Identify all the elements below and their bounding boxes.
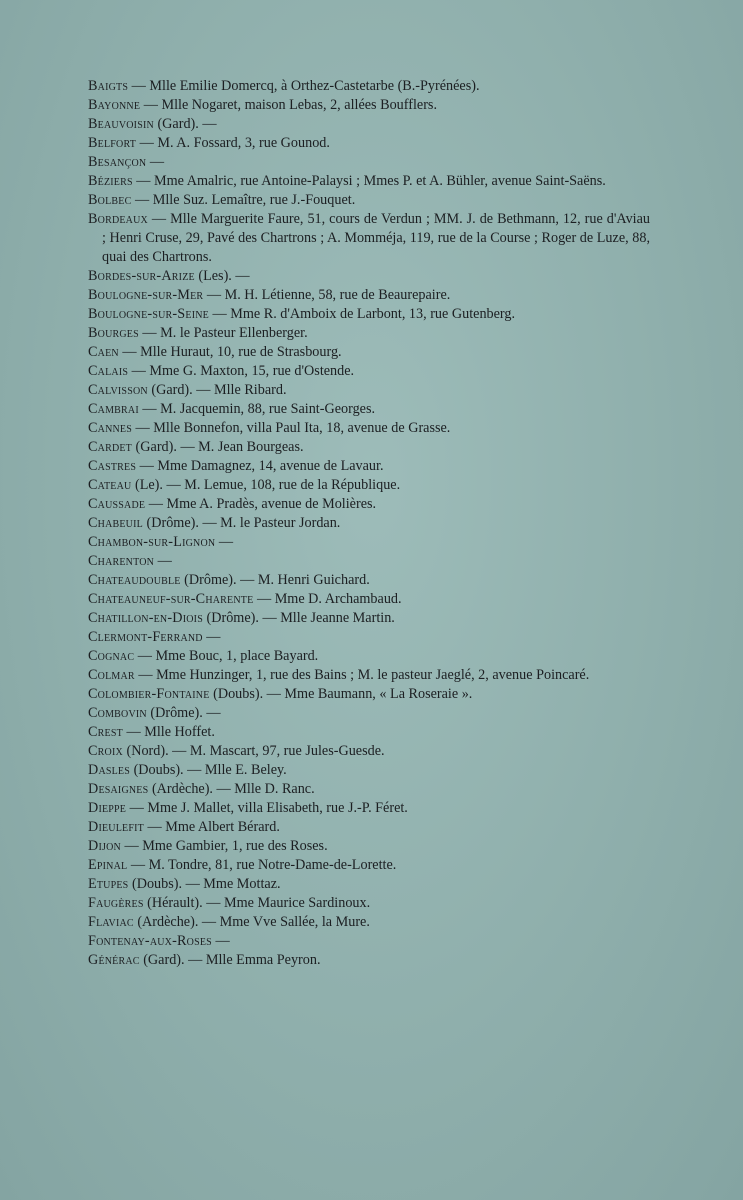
directory-entry <box>88 780 650 799</box>
entry-details: — M. H. Létienne, 58, rue de Beaurepaire. <box>203 286 451 303</box>
directory-entry <box>88 457 650 476</box>
city-name: Combovin <box>88 704 147 721</box>
entry-details: (Gard). — Mlle Emma Peyron. <box>139 951 321 968</box>
entry-details: (Le). — M. Lemue, 108, rue de la République. <box>131 476 401 493</box>
city-name: Boulogne-sur-Mer <box>88 286 204 303</box>
directory-entry <box>88 590 650 609</box>
entry-details: — Mme Albert Bérard. <box>143 818 280 835</box>
city-name: Cardet <box>88 438 132 455</box>
entry-details: — Mme Gambier, 1, rue des Roses. <box>120 837 328 854</box>
entry-details: (Ardèche). — Mlle D. Ranc. <box>148 780 315 797</box>
entry-details: — Mme A. Pradès, avenue de Molières. <box>145 495 377 512</box>
directory-entry <box>88 153 650 172</box>
city-name: Flaviac <box>88 913 134 930</box>
entry-details: — M. le Pasteur Ellenberger. <box>138 324 308 341</box>
directory-entry <box>88 799 650 818</box>
entry-details: (Nord). — M. Mascart, 97, rue Jules-Guesde. <box>122 742 385 759</box>
city-name: Castres <box>88 457 137 474</box>
entry-details: — Mlle Huraut, 10, rue de Strasbourg. <box>118 343 342 360</box>
city-name: Faugères <box>88 894 144 911</box>
city-name: Bordes-sur-Arize <box>88 267 195 284</box>
directory-entry <box>88 343 650 362</box>
directory-entry <box>88 761 650 780</box>
directory-entry <box>88 571 650 590</box>
directory-entry <box>88 837 650 856</box>
city-name: Beauvoisin <box>88 116 154 132</box>
directory-entry <box>88 647 650 666</box>
entry-details: — Mlle Bonnefon, villa Paul Ita, 18, avenue de Grasse. <box>132 419 451 436</box>
city-name: Fontenay-aux-Roses <box>88 932 212 949</box>
entry-details: (Drôme). — <box>146 704 221 721</box>
entry-details: — Mlle Marguerite Faure, 51, cours de Verdun ; MM. J. de Bethmann, 12, rue d'Aviau ; Henri Cruse, 29, Pavé des Chartrons ; A. Momméja, 119, rue de la Course ; Roger de Luze, 88, quai des Chartrons. <box>102 211 650 265</box>
directory-list <box>88 77 650 970</box>
entry-details: — Mme J. Mallet, villa Elisabeth, rue J.-P. Féret. <box>126 799 408 816</box>
city-name: Etupes <box>88 875 129 892</box>
entry-details: — Mme Bouc, 1, place Bayard. <box>134 647 319 664</box>
directory-entry <box>88 191 650 210</box>
city-name: Crest <box>88 723 123 740</box>
entry-details: — M. Jacquemin, 88, rue Saint-Georges. <box>138 400 376 417</box>
directory-entry <box>88 172 650 191</box>
entry-details: — Mlle Hoffet. <box>122 723 215 740</box>
directory-entry <box>88 875 650 894</box>
entry-details: — Mme Hunzinger, 1, rue des Bains ; M. le pasteur Jaeglé, 2, avenue Poincaré. <box>134 666 590 683</box>
city-name: Baigts <box>88 78 129 94</box>
entry-details: (Gard). — Mlle Ribard. <box>147 381 287 398</box>
entry-details: — Mlle Nogaret, maison Lebas, 2, allées Boufflers. <box>140 97 437 113</box>
city-name: Cateau <box>88 476 132 493</box>
entry-details: — <box>202 628 221 645</box>
city-name: Desaignes <box>88 780 149 797</box>
city-name: Besançon <box>88 154 147 170</box>
directory-entry <box>88 913 650 932</box>
city-name: Cambrai <box>88 400 139 417</box>
entry-details: — <box>215 533 234 550</box>
directory-entry <box>88 894 650 913</box>
directory-entry <box>88 77 650 96</box>
city-name: Colombier-Fontaine <box>88 685 210 702</box>
entry-details: (Drôme). — M. Henri Guichard. <box>180 571 370 588</box>
directory-entry <box>88 628 650 647</box>
entry-details: — Mme Damagnez, 14, avenue de Lavaur. <box>136 457 384 474</box>
directory-entry <box>88 286 650 305</box>
entry-details: (Doubs). — Mme Baumann, « La Roseraie ». <box>209 685 473 702</box>
entry-details: — Mlle Suz. Lemaître, rue J.-Fouquet. <box>131 192 356 208</box>
city-name: Clermont-Ferrand <box>88 628 203 645</box>
city-name: Caussade <box>88 495 146 512</box>
city-name: Boulogne-sur-Seine <box>88 305 209 322</box>
city-name: Epinal <box>88 856 128 873</box>
directory-entry <box>88 400 650 419</box>
directory-entry <box>88 932 650 951</box>
directory-entry <box>88 210 650 267</box>
city-name: Chabeuil <box>88 514 143 531</box>
city-name: Bourges <box>88 324 139 341</box>
directory-entry <box>88 267 650 286</box>
entry-details: — <box>154 552 172 569</box>
city-name: Calvisson <box>88 381 148 398</box>
entry-details: — M. Tondre, 81, rue Notre-Dame-de-Lorette. <box>127 856 397 873</box>
directory-entry <box>88 305 650 324</box>
entry-details: — Mme G. Maxton, 15, rue d'Ostende. <box>128 362 355 379</box>
city-name: Chambon-sur-Lignon <box>88 533 216 550</box>
city-name: Cognac <box>88 647 135 664</box>
directory-entry <box>88 419 650 438</box>
city-name: Caen <box>88 343 119 360</box>
directory-entry <box>88 438 650 457</box>
directory-entry <box>88 96 650 115</box>
entry-details: — Mme D. Archambaud. <box>253 590 402 607</box>
city-name: Chatillon-en-Diois <box>88 609 203 626</box>
directory-entry <box>88 476 650 495</box>
entry-details: (Drôme). — Mlle Jeanne Martin. <box>202 609 395 626</box>
entry-details: (Ardèche). — Mme Vve Sallée, la Mure. <box>133 913 370 930</box>
entry-details: — M. A. Fossard, 3, rue Gounod. <box>136 135 330 151</box>
city-name: Chateauneuf-sur-Charente <box>88 590 254 607</box>
city-name: Calais <box>88 362 129 379</box>
city-name: Belfort <box>88 135 137 151</box>
directory-entry <box>88 115 650 134</box>
city-name: Colmar <box>88 666 135 683</box>
directory-entry <box>88 951 650 970</box>
entry-details: (Hérault). — Mme Maurice Sardinoux. <box>143 894 371 911</box>
city-name: Bolbec <box>88 192 132 208</box>
directory-entry <box>88 533 650 552</box>
city-name: Bordeaux <box>88 211 148 227</box>
entry-details: (Gard). — M. Jean Bourgeas. <box>132 438 304 455</box>
directory-entry <box>88 609 650 628</box>
entry-details: — Mme Amalric, rue Antoine-Palaysi ; Mmes P. et A. Bühler, avenue Saint-Saëns. <box>132 173 606 189</box>
entry-details: — <box>146 154 165 170</box>
directory-entry <box>88 495 650 514</box>
city-name: Dieulefit <box>88 818 144 835</box>
entry-details: — Mlle Emilie Domercq, à Orthez-Castetarbe (B.-Pyrénées). <box>128 78 480 94</box>
directory-entry <box>88 666 650 685</box>
city-name: Cannes <box>88 419 132 436</box>
directory-entry <box>88 704 650 723</box>
entry-details: (Doubs). — Mme Mottaz. <box>128 875 281 892</box>
entry-details: — <box>211 932 230 949</box>
city-name: Dasles <box>88 761 131 778</box>
directory-entry <box>88 362 650 381</box>
directory-entry <box>88 552 650 571</box>
directory-entry <box>88 818 650 837</box>
entry-details: (Gard). — <box>153 116 217 132</box>
directory-entry <box>88 685 650 704</box>
city-name: Bayonne <box>88 97 141 113</box>
city-name: Dieppe <box>88 799 127 816</box>
entry-details: (Les). — <box>194 267 250 284</box>
directory-entry <box>88 134 650 153</box>
entry-details: (Drôme). — M. le Pasteur Jordan. <box>142 514 341 531</box>
directory-entry <box>88 742 650 761</box>
city-name: Béziers <box>88 173 133 189</box>
entry-details: — Mme R. d'Amboix de Larbont, 13, rue Gutenberg. <box>208 305 516 322</box>
city-name: Générac <box>88 951 140 968</box>
directory-entry <box>88 856 650 875</box>
directory-entry <box>88 324 650 343</box>
city-name: Croix <box>88 742 123 759</box>
city-name: Dijon <box>88 837 121 854</box>
entry-details: (Doubs). — Mlle E. Beley. <box>130 761 287 778</box>
directory-entry <box>88 723 650 742</box>
directory-entry <box>88 514 650 533</box>
city-name: Charenton <box>88 552 155 569</box>
city-name: Chateaudouble <box>88 571 181 588</box>
directory-entry <box>88 381 650 400</box>
